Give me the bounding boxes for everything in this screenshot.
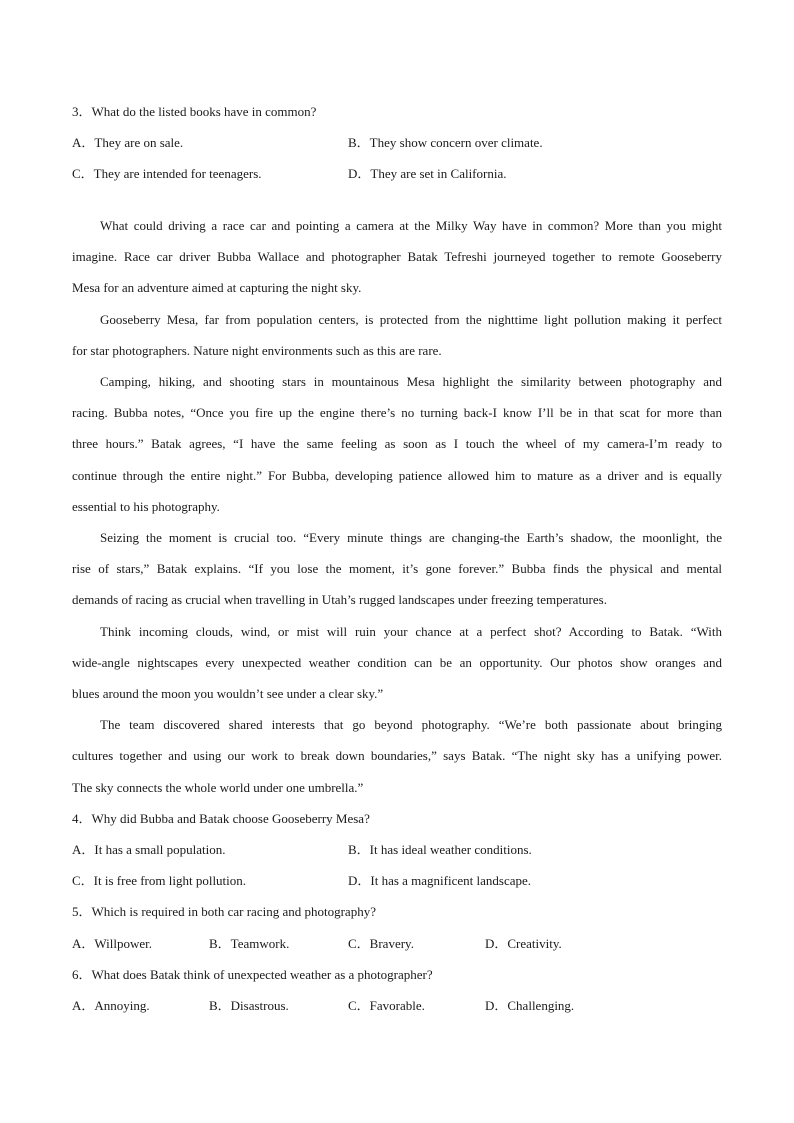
question-5-option-a: A．Willpower. — [72, 936, 152, 951]
question-5-option-b: B．Teamwork. — [209, 936, 290, 951]
passage-line: demands of racing as crucial when travelling in Utah’s rugged landscapes under freezing temperatures. — [72, 592, 607, 607]
question-3-option-b: B．They show concern over climate. — [348, 135, 543, 150]
question-3-option-d: D．They are set in California. — [348, 166, 507, 181]
question-4-stem: 4．Why did Bubba and Batak choose Gooseberry Mesa? — [72, 811, 370, 826]
passage-line: essential to his photography. — [72, 499, 220, 514]
question-4-option-a: A．It has a small population. — [72, 842, 226, 857]
question-4-option-b: B．It has ideal weather conditions. — [348, 842, 532, 857]
passage-line: Seizing the moment is crucial too. “Every minute things are changing-the Earth’s shadow, the moonlight, the — [100, 530, 722, 545]
passage-line: cultures together and using our work to break down boundaries,” says Batak. “The night sky has a unifying power. — [72, 748, 722, 763]
question-5-option-c: C．Bravery. — [348, 936, 414, 951]
question-5-stem: 5．Which is required in both car racing and photography? — [72, 904, 376, 919]
question-6-option-c: C．Favorable. — [348, 998, 425, 1013]
question-6-option-a: A．Annoying. — [72, 998, 150, 1013]
question-3-option-a: A．They are on sale. — [72, 135, 184, 150]
passage-line: Think incoming clouds, wind, or mist will ruin your chance at a perfect shot? According to Batak. “With — [100, 624, 722, 639]
passage-line: The team discovered shared interests that go beyond photography. “We’re both passionate about bringing — [100, 717, 722, 732]
passage-line: for star photographers. Nature night environments such as this are rare. — [72, 343, 442, 358]
question-6-option-b: B．Disastrous. — [209, 998, 289, 1013]
question-3-option-c: C．They are intended for teenagers. — [72, 166, 262, 181]
question-4-option-d: D．It has a magnificent landscape. — [348, 873, 532, 888]
passage-line: The sky connects the whole world under one umbrella.” — [72, 780, 364, 795]
passage-line: Camping, hiking, and shooting stars in mountainous Mesa highlight the similarity between photography and — [100, 374, 722, 389]
passage-line: three hours.” Batak agrees, “I have the same feeling as soon as I touch the wheel of my camera-I’m ready to — [72, 436, 722, 451]
passage-line: continue through the entire night.” For Bubba, developing patience allowed him to mature as a driver and is equally — [72, 468, 722, 483]
question-4-option-c: C．It is free from light pollution. — [72, 873, 247, 888]
passage-line: imagine. Race car driver Bubba Wallace and photographer Batak Tefreshi journeyed together to remote Gooseberry — [72, 249, 722, 264]
passage-line: What could driving a race car and pointing a camera at the Milky Way have in common? More than you might — [100, 218, 722, 233]
passage-line: Gooseberry Mesa, far from population centers, is protected from the nighttime light pollution making it perfect — [100, 312, 722, 327]
passage-line: blues around the moon you wouldn’t see under a clear sky.” — [72, 686, 384, 701]
passage-line: rise of stars,” Batak explains. “If you lose the moment, it’s gone forever.” Bubba finds the physical and mental — [72, 561, 722, 576]
passage-line: racing. Bubba notes, “Once you fire up the engine there’s no turning back-I know I’ll be in that scat for more than — [72, 405, 722, 420]
passage-line: Mesa for an adventure aimed at capturing the night sky. — [72, 280, 362, 295]
exam-page — [72, 0, 722, 1123]
question-3-stem: 3．What do the listed books have in common? — [72, 104, 317, 119]
question-6-stem: 6．What does Batak think of unexpected weather as a photographer? — [72, 967, 433, 982]
passage-line: wide-angle nightscapes every unexpected weather condition can be an opportunity. Our photos show oranges and — [72, 655, 722, 670]
question-5-option-d: D．Creativity. — [485, 936, 562, 951]
question-6-option-d: D．Challenging. — [485, 998, 575, 1013]
